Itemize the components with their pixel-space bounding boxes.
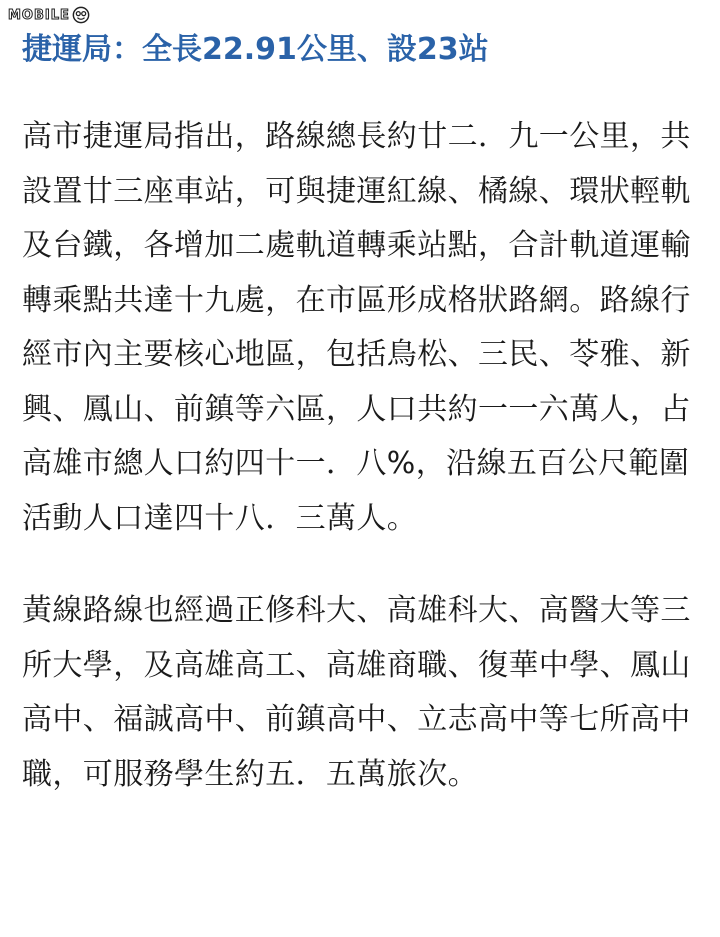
article-paragraph-route-length: 高市捷運局指出，路線總長約廿二．九一公里，共設置廿三座車站，可與捷運紅線、橘線、環狀輕軌及台鐵，各增加二處軌道轉乘站點，合計軌道運輸轉乘點共達十九處，在市區形成格狀路網。路線行經市內主要核心地區，包括鳥松、三民、苓雅、新興、鳳山、前鎮等六區，人口共約一一六萬人，占高雄市總人口約四十一．八%，沿線五百公尺範圍活動人口達四十八．三萬人。 [22,119,691,536]
article-paragraph-schools: 黃線路線也經過正修科大、高雄科大、高醫大等三所大學，及高雄高工、高雄商職、復華中學、鳳山高中、福誠高中、前鎮高中、立志高中等七所高中職，可服務學生約五．五萬旅次。 [22,593,691,792]
article-headline: 捷運局：全長22.91公里、設23站 [22,32,489,67]
watermark-text: MOBILE [8,7,70,23]
article [22,30,712,802]
smiley-with-goggles-icon [72,6,90,24]
mobile01-watermark [8,6,90,24]
